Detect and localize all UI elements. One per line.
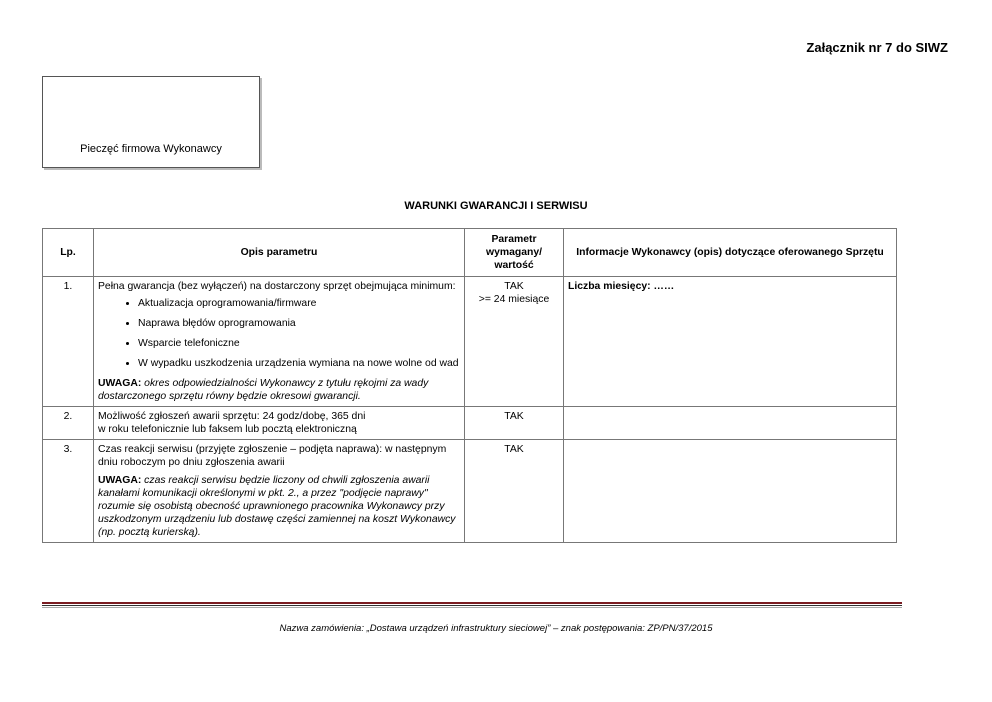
footer-text: Nazwa zamówienia: „Dostawa urządzeń infrastruktury sieciowej” – znak postępowania: ZP/PN/37/2015 (279, 623, 713, 634)
row-description-line1: Możliwość zgłoszeń awarii sprzętu: 24 godz/dobę, 365 dni (98, 411, 366, 422)
footer-divider (42, 605, 902, 606)
note (98, 377, 460, 403)
row-contractor-info (564, 407, 897, 440)
bullet-item: • Aktualizacja oprogramowania/firmware (138, 297, 460, 310)
stamp-label: Pieczęć firmowa Wykonawcy (80, 143, 222, 155)
footer-divider (42, 602, 902, 604)
required-line1: TAK (504, 281, 524, 292)
header-required-value (465, 229, 564, 277)
row-description (94, 407, 465, 440)
row-number: 1. (43, 277, 94, 407)
row-number: 3. (43, 440, 94, 543)
row-description (94, 277, 465, 407)
months-field: Liczba miesięcy: …… (568, 281, 675, 292)
row-number: 2. (43, 407, 94, 440)
row-description (94, 440, 465, 543)
row-description-text: Czas reakcji serwisu (przyjęte zgłoszenie – podjęta naprawa): w następnym dniu roboczym po dniu zgłoszenia awarii (98, 444, 447, 468)
table-row (43, 440, 897, 543)
header-contractor-info: Informacje Wykonawcy (opis) dotyczące oferowanego Sprzętu (564, 229, 897, 277)
footer-divider (42, 607, 902, 608)
header-lp: Lp. (43, 229, 94, 277)
row-required-value: TAK (465, 440, 564, 543)
row-contractor-info (564, 440, 897, 543)
required-line2: >= 24 miesiące (478, 294, 550, 305)
note-text: okres odpowiedzialności Wykonawcy z tytułu rękojmi za wady dostarczonego sprzętu równy będzie okresowi gwarancji. (98, 378, 429, 402)
table-header-row (43, 229, 897, 277)
bullet-list (98, 297, 460, 370)
warranty-table (42, 228, 897, 543)
company-stamp-box (42, 76, 260, 168)
header-required-line2: wymagany/ (485, 247, 543, 258)
bullet-item: • Naprawa błędów oprogramowania (138, 317, 460, 330)
table-row (43, 277, 897, 407)
note-text: czas reakcji serwisu będzie liczony od chwili zgłoszenia awarii kanałami komunikacji określonymi w pkt. 2., a przez "podjęcie naprawy" rozumie się osobistą obecność uprawnionego pracownika Wykonawcy przy uszkodzonym urządzeniu lub dostawę części zamiennej na koszt Wykonawcy (np. pocztą kurierską). (98, 475, 456, 538)
row-description-line2: w roku telefonicznie lub faksem lub pocztą elektroniczną (98, 424, 357, 435)
note-label: UWAGA: (98, 378, 142, 389)
header-required-line1: Parametr (491, 234, 537, 245)
note (98, 474, 460, 539)
annex-label: Załącznik nr 7 do SIWZ (806, 40, 948, 55)
note-label: UWAGA: (98, 475, 142, 486)
bullet-item: • Wsparcie telefoniczne (138, 337, 460, 350)
row-description-text: Pełna gwarancja (bez wyłączeń) na dostarczony sprzęt obejmująca minimum: (98, 281, 456, 292)
row-required-value (465, 277, 564, 407)
document-title: WARUNKI GWARANCJI I SERWISU (404, 200, 588, 212)
table-row (43, 407, 897, 440)
header-description: Opis parametru (94, 229, 465, 277)
row-required-value: TAK (465, 407, 564, 440)
bullet-item: • W wypadku uszkodzenia urządzenia wymiana na nowe wolne od wad (138, 357, 460, 370)
row-contractor-info (564, 277, 897, 407)
header-required-line3: wartość (494, 260, 534, 271)
